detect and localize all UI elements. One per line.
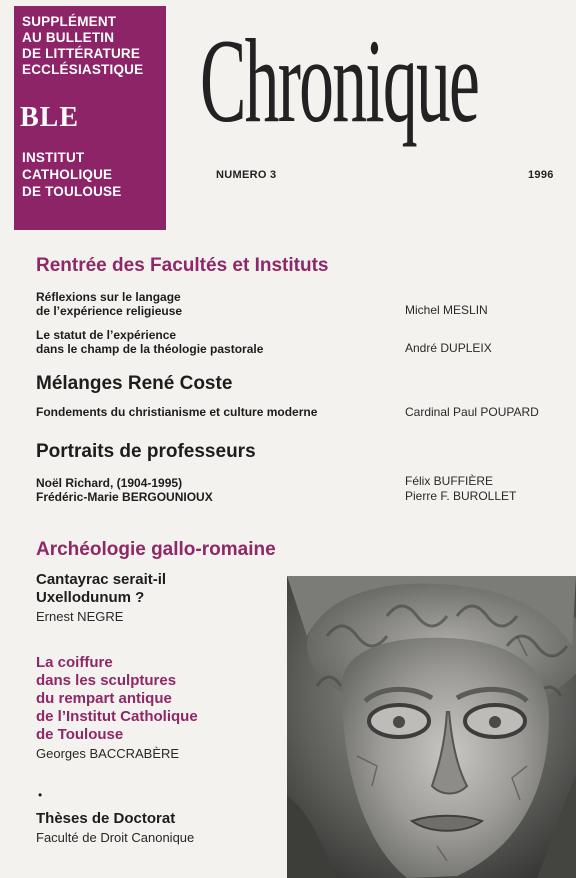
subsection-title-line: du rempart antique bbox=[36, 690, 172, 707]
subsection-author: Georges BACCRABÈRE bbox=[36, 746, 180, 761]
subsection-title-line: Uxellodunum ? bbox=[36, 589, 145, 606]
article-title-line: Le statut de l’expérience bbox=[36, 328, 177, 342]
article-author: Michel MESLIN bbox=[405, 303, 488, 317]
article-title-line: Réflexions sur le langage bbox=[36, 290, 181, 304]
article-title-line: dans le champ de la théologie pastorale bbox=[36, 342, 264, 356]
article-author: Pierre F. BUROLLET bbox=[405, 489, 517, 503]
subsection-title-line: Cantayrac serait-il bbox=[36, 571, 167, 588]
subsection-title-line: de l’Institut Catholique bbox=[36, 708, 198, 725]
sidebar-line: ECCLÉSIASTIQUE bbox=[22, 62, 144, 77]
bulletin-label-box bbox=[14, 6, 166, 230]
section-title-rentree: Rentrée des Facultés et Instituts bbox=[36, 255, 329, 276]
sculpture-head-photo bbox=[287, 576, 576, 878]
section-title-portraits: Portraits de professeurs bbox=[36, 441, 256, 462]
sidebar-line: DE TOULOUSE bbox=[22, 184, 122, 199]
theses-subtitle: Faculté de Droit Canonique bbox=[36, 830, 195, 845]
masthead-title: Chronique bbox=[200, 14, 479, 147]
bullet-mark: • bbox=[38, 788, 43, 802]
subsection-title-line: de Toulouse bbox=[36, 726, 124, 743]
article-title-line: de l’expérience religieuse bbox=[36, 304, 183, 318]
article-title-line: Fondements du christianisme et culture moderne bbox=[36, 405, 318, 419]
subsection-author: Ernest NEGRE bbox=[36, 609, 124, 624]
sidebar-line: CATHOLIQUE bbox=[22, 167, 113, 182]
section-title-melanges: Mélanges René Coste bbox=[36, 373, 233, 394]
subsection-title-line: dans les sculptures bbox=[36, 672, 177, 689]
sidebar-line: DE LITTÉRATURE bbox=[22, 46, 141, 61]
article-author: Félix BUFFIÈRE bbox=[405, 474, 494, 488]
article-author: André DUPLEIX bbox=[405, 341, 492, 355]
section-title-theses: Thèses de Doctorat bbox=[36, 810, 176, 827]
section-title-archeologie: Archéologie gallo-romaine bbox=[36, 539, 276, 560]
sidebar-line: AU BULLETIN bbox=[22, 30, 115, 45]
sidebar-line: INSTITUT bbox=[22, 150, 85, 165]
article-author: Cardinal Paul POUPARD bbox=[405, 405, 539, 419]
ble-acronym: BLE bbox=[20, 102, 80, 133]
issue-year: 1996 bbox=[528, 169, 554, 181]
issue-number: NUMERO 3 bbox=[216, 169, 277, 181]
article-title-line: Noël Richard, (1904-1995) bbox=[36, 476, 183, 490]
article-title-line: Frédéric-Marie BERGOUNIOUX bbox=[36, 490, 213, 504]
sidebar-line: SUPPLÉMENT bbox=[22, 14, 117, 29]
subsection-title-line: La coiffure bbox=[36, 654, 113, 671]
